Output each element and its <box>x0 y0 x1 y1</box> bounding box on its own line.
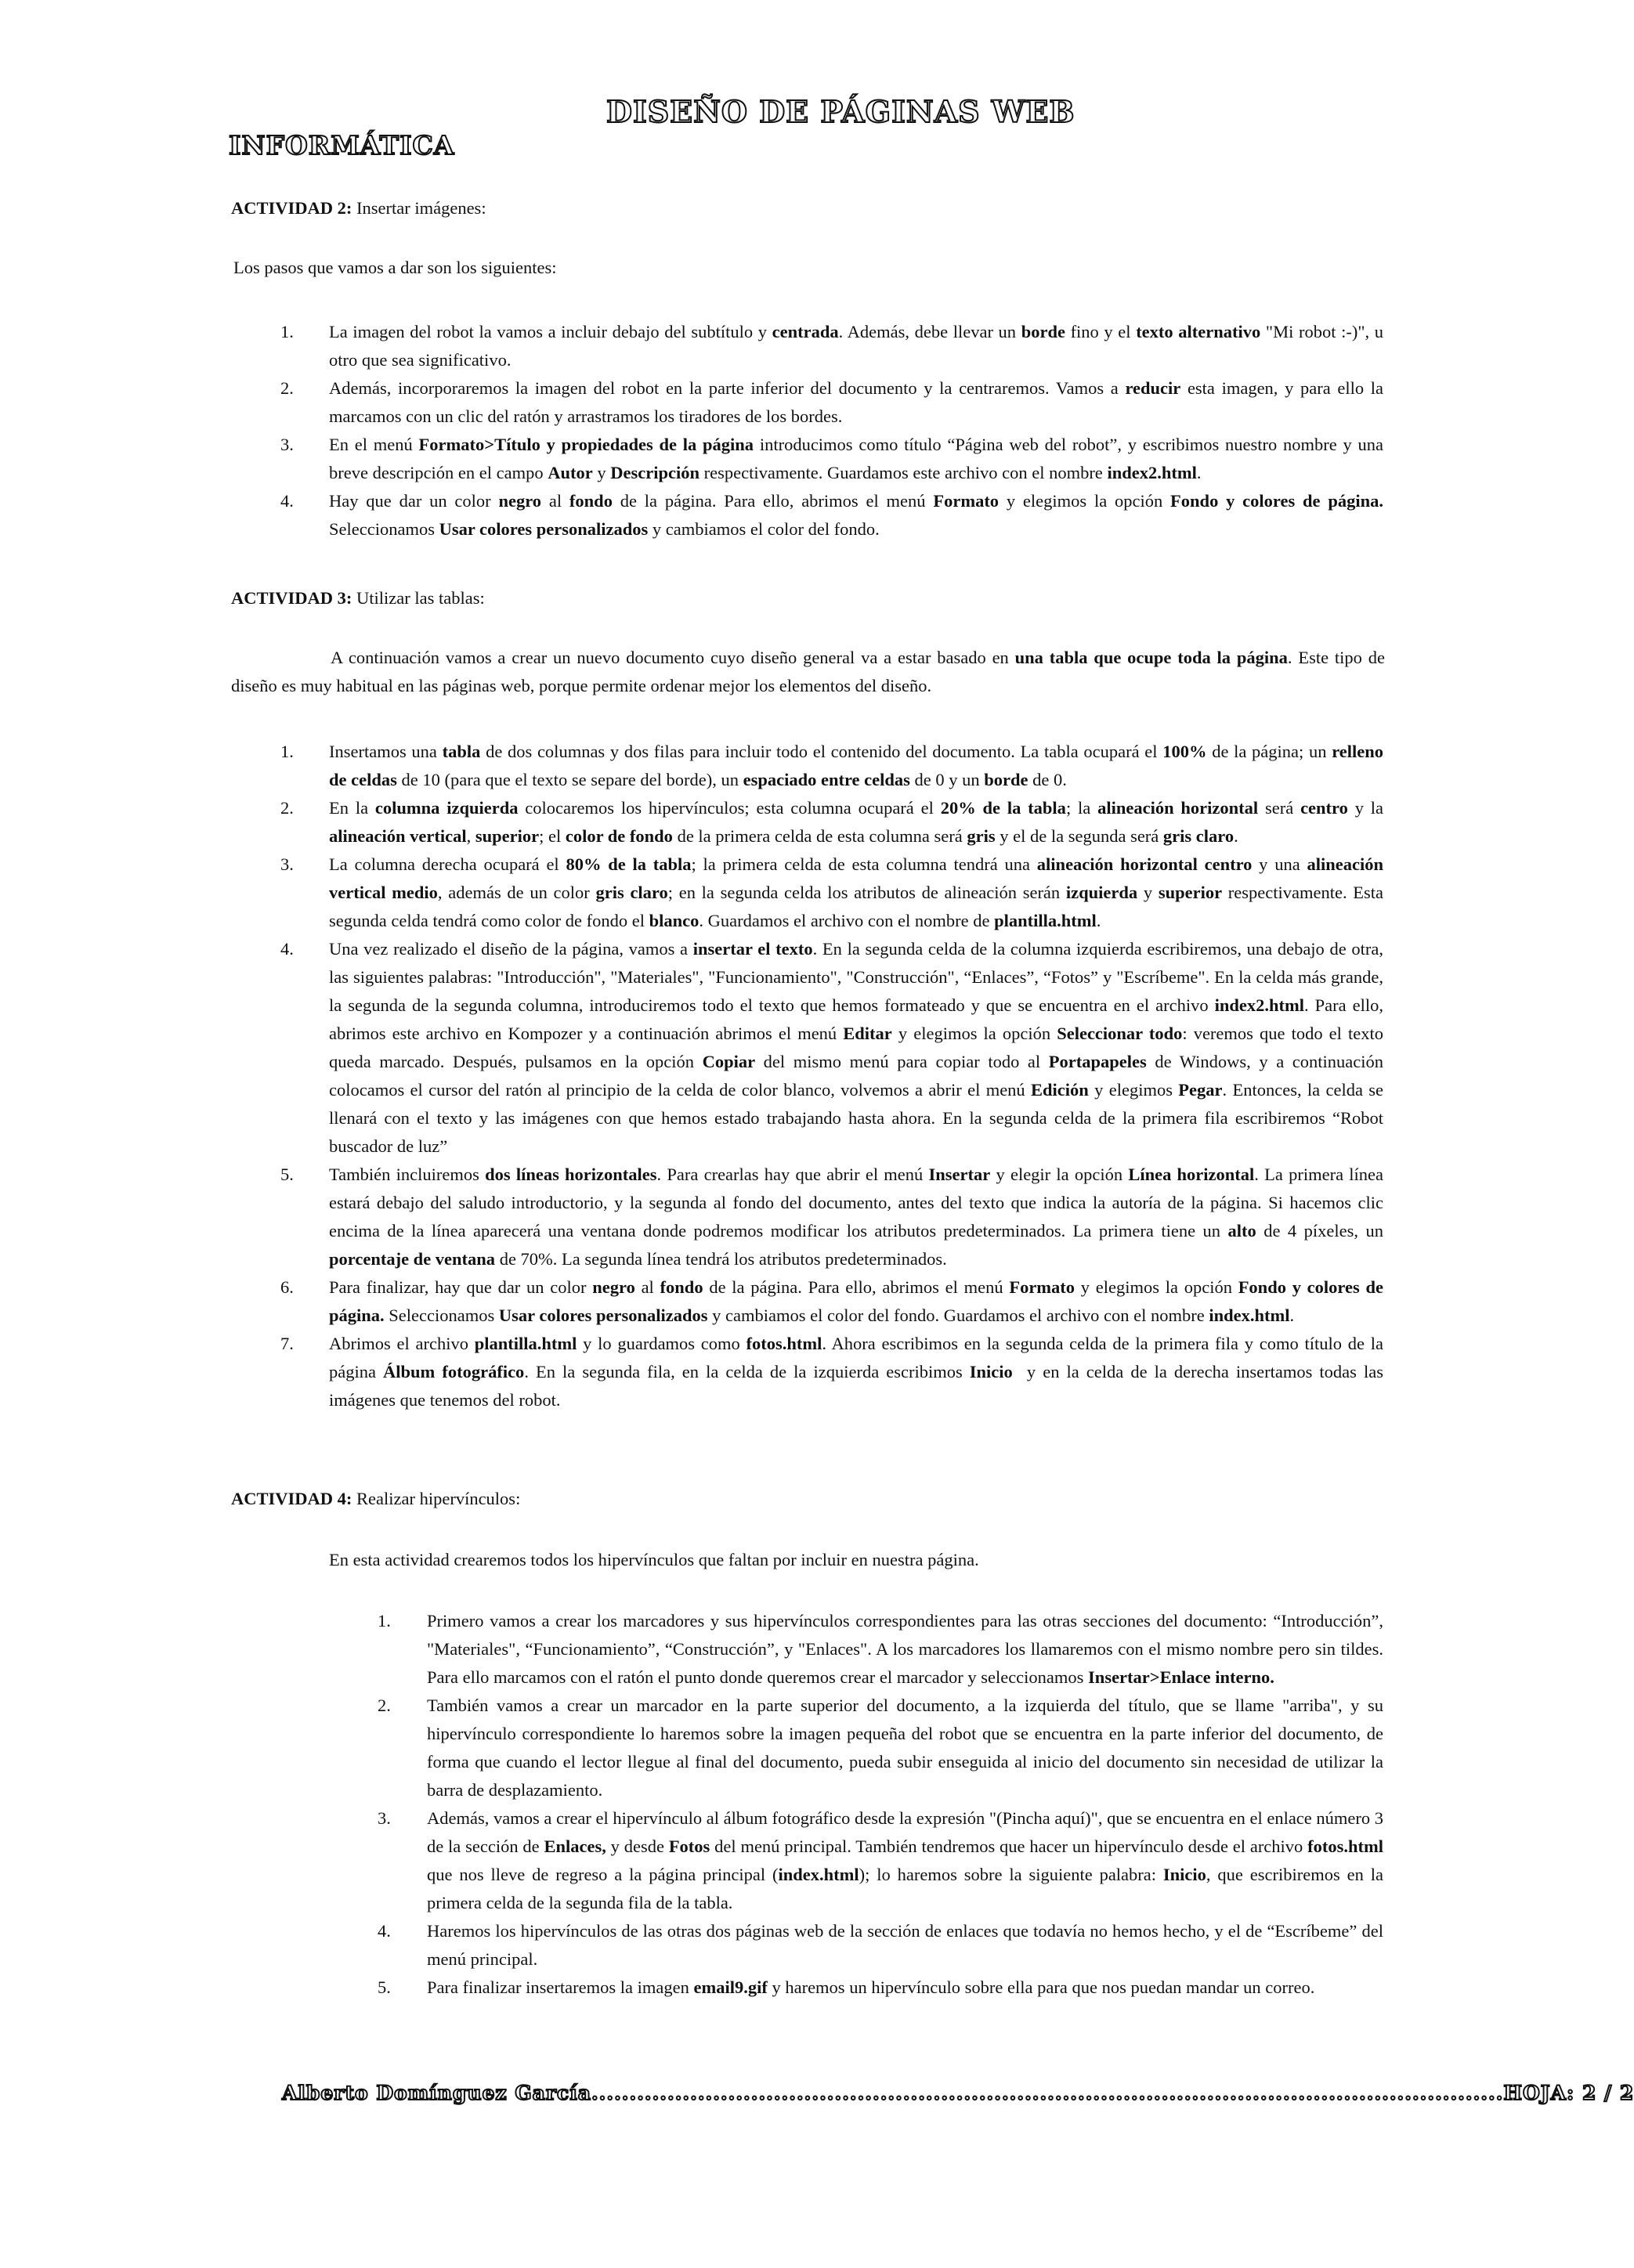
activity-3-intro: A continuación vamos a crear un nuevo documento cuyo diseño general va a estar basado en una tabla que ocupe toda la página. Este tipo de diseño es muy habitual en las páginas web, porque permite ordenar mejor los elementos del diseño. <box>231 648 1385 695</box>
activity-4-heading <box>231 1485 520 1513</box>
activity-4-list <box>378 1607 1384 2002</box>
list-number: 1. <box>378 1611 391 1631</box>
list-number: 3. <box>280 854 294 874</box>
activity-2-heading <box>231 194 486 222</box>
list-number: 4. <box>378 1921 391 1941</box>
footer-dots: ........................................................................................................................ <box>591 2082 1504 2104</box>
list-item-text: La columna derecha ocupará el 80% de la tabla; la primera celda de esta columna tendrá una alineación horizontal centro y una alineación vertical medio, además de un color gris claro; en la segunda celda los atributos de alineación serán izquierda y superior respectivamente. Esta segunda celda tendrá como color de fondo el blanco. Guardamos el archivo con el nombre de plantilla.html. <box>329 854 1384 930</box>
activity-3-list <box>280 738 1384 1414</box>
activity-2-intro: Los pasos que vamos a dar son los siguientes: <box>233 258 557 277</box>
list-item <box>378 1692 1383 1804</box>
list-item <box>280 1273 1383 1330</box>
footer-page: HOJA: 2 / 2 <box>1503 2082 1634 2104</box>
list-number: 1. <box>280 322 294 341</box>
list-item-text: Además, vamos a crear el hipervínculo al álbum fotográfico desde la expresión "(Pincha aquí)", que se encuentra en el enlace número 3 de la sección de Enlaces, y desde Fotos del menú principal. También tendremos que hacer un hipervínculo desde el archivo fotos.html que nos lleve de regreso a la página principal (index.html); lo haremos sobre la siguiente palabra: Inicio, que escribiremos en la primera celda de la segunda fila de la tabla. <box>427 1808 1384 1912</box>
list-number: 1. <box>280 742 294 761</box>
footer-author: Alberto Domínguez García <box>282 2082 591 2104</box>
list-item <box>280 1161 1383 1273</box>
list-number: 2. <box>280 798 294 818</box>
list-item-text: Hay que dar un color negro al fondo de la página. Para ello, abrimos el menú Formato y elegimos la opción Fondo y colores de página. Seleccionamos Usar colores personalizados y cambiamos el color del fondo. <box>329 491 1384 539</box>
list-number: 4. <box>280 939 294 959</box>
list-item <box>378 1974 1383 2002</box>
activity-3-label: ACTIVIDAD 3: <box>231 588 352 608</box>
list-item-text: También vamos a crear un marcador en la parte superior del documento, a la izquierda del título, que se llame "arriba", y su hipervínculo correspondiente lo haremos sobre la imagen pequeña del robot que se encuentra en la parte inferior del documento, de forma que cuando el lector llegue al final del documento, pueda subir enseguida al inicio del documento sin necesidad de utilizar la barra de desplazamiento. <box>427 1696 1383 1800</box>
list-number: 7. <box>280 1334 294 1353</box>
subject-header: INFORMÁTICA <box>229 130 455 161</box>
activity-4-text: Realizar hipervínculos: <box>356 1489 521 1508</box>
activity-2-label: ACTIVIDAD 2: <box>231 198 352 218</box>
activity-3-text: Utilizar las tablas: <box>356 588 485 608</box>
activity-3-heading <box>231 584 485 612</box>
list-item <box>280 850 1384 935</box>
list-item-text: Insertamos una tabla de dos columnas y dos filas para incluir todo el contenido del documento. La tabla ocupará el 100% de la página; un relleno de celdas de 10 (para que el texto se separe del borde), un espaciado entre celdas de 0 y un borde de 0. <box>329 742 1384 789</box>
list-item-text: Además, incorporaremos la imagen del robot en la parte inferior del documento y la centraremos. Vamos a reducir esta imagen, y para ello la marcamos con un clic del ratón y arrastramos los tiradores de los bordes. <box>329 378 1384 426</box>
list-item-text: En la columna izquierda colocaremos los hipervínculos; esta columna ocupará el 20% de la tabla; la alineación horizontal será centro y la alineación vertical, superior; el color de fondo de la primera celda de esta columna será gris y el de la segunda será gris claro. <box>329 798 1384 846</box>
list-item <box>378 1607 1383 1692</box>
list-item <box>378 1917 1383 1974</box>
list-item <box>378 1804 1384 1917</box>
list-item <box>280 318 1384 374</box>
list-number: 5. <box>378 1977 391 1997</box>
list-number: 4. <box>280 491 294 511</box>
list-item-text: La imagen del robot la vamos a incluir debajo del subtítulo y centrada. Además, debe llevar un borde fino y el texto alternativo "Mi robot :-)", u otro que sea significativo. <box>329 322 1384 370</box>
list-item <box>280 431 1383 487</box>
list-number: 3. <box>280 435 294 454</box>
list-item-text: Haremos los hipervínculos de las otras dos páginas web de la sección de enlaces que todavía no hemos hecho, y el de “Escríbeme” del menú principal. <box>427 1921 1383 1969</box>
list-item-text: Para finalizar insertaremos la imagen email9.gif y haremos un hipervínculo sobre ella para que nos puedan mandar un correo. <box>427 1977 1315 1997</box>
list-item <box>280 487 1384 544</box>
list-number: 5. <box>280 1165 294 1184</box>
activity-2-text: Insertar imágenes: <box>356 198 486 218</box>
list-item-text: Una vez realizado el diseño de la página, vamos a insertar el texto. En la segunda celda de la columna izquierda escribiremos, una debajo de otra, las siguientes palabras: "Introducción", "Materiales", "Funcionamiento", "Construcción", “Enlaces”, “Fotos” y "Escríbeme". En la celda más grande, la segunda de la segunda columna, introduciremos todo el texto que hemos formateado y que se encuentra en el archivo index2.html. Para ello, abrimos este archivo en Kompozer y a continuación abrimos el menú Editar y elegimos la opción Seleccionar todo: veremos que todo el texto queda marcado. Después, pulsamos en la opción Copiar del mismo menú para copiar todo al Portapapeles de Windows, y a continuación colocamos el cursor del ratón al principio de la celda de color blanco, volvemos a abrir el menú Edición y elegimos Pegar. Entonces, la celda se llenará con el texto y las imágenes con que hemos estado trabajando hasta ahora. En la segunda celda de la primera fila escribiremos “Robot buscador de luz” <box>329 939 1384 1156</box>
activity-4-intro: En esta actividad crearemos todos los hipervínculos que faltan por incluir en nuestra página. <box>329 1550 979 1569</box>
list-item <box>280 794 1384 850</box>
list-item <box>280 935 1384 1161</box>
list-item-text: En el menú Formato>Título y propiedades de la página introducimos como título “Página web del robot”, y escribimos nuestro nombre y una breve descripción en el campo Autor y Descripción respectivamente. Guardamos este archivo con el nombre index2.html. <box>329 435 1383 482</box>
list-item-text: Abrimos el archivo plantilla.html y lo guardamos como fotos.html. Ahora escribimos en la segunda celda de la primera fila y como título de la página Álbum fotográfico. En la segunda fila, en la celda de la izquierda escribimos Inicio y en la celda de la derecha insertamos todas las imágenes que tenemos del robot. <box>329 1334 1383 1410</box>
list-item <box>280 374 1384 431</box>
activity-4-label: ACTIVIDAD 4: <box>231 1489 352 1508</box>
activity-2-list <box>280 318 1384 544</box>
list-number: 6. <box>280 1277 294 1297</box>
list-number: 3. <box>378 1808 391 1828</box>
list-item <box>280 738 1384 794</box>
list-item-text: También incluiremos dos líneas horizontales. Para crearlas hay que abrir el menú Insertar y elegir la opción Línea horizontal. La primera línea estará debajo del saludo introductorio, y la segunda al fondo del documento, antes del texto que indica la autoría de la página. Si hacemos clic encima de la línea aparecerá una ventana donde podremos modificar los atributos predeterminados. La primera tiene un alto de 4 píxeles, un porcentaje de ventana de 70%. La segunda línea tendrá los atributos predeterminados. <box>329 1165 1383 1269</box>
list-number: 2. <box>280 378 294 398</box>
list-item-text: Primero vamos a crear los marcadores y sus hipervínculos correspondientes para las otras secciones del documento: “Introducción”, "Materiales", “Funcionamiento”, “Construcción”, y "Enlaces". A los marcadores los llamaremos con el mismo nombre pero sin tildes. Para ello marcamos con el ratón el punto donde queremos crear el marcador y seleccionamos Insertar>Enlace interno. <box>427 1611 1383 1687</box>
document-title: DISEÑO DE PÁGINAS WEB <box>606 94 1075 129</box>
list-item <box>280 1330 1383 1414</box>
list-item-text: Para finalizar, hay que dar un color negro al fondo de la página. Para ello, abrimos el menú Formato y elegimos la opción Fondo y colores de página. Seleccionamos Usar colores personalizados y cambiamos el color del fondo. Guardamos el archivo con el nombre index.html. <box>329 1277 1383 1325</box>
footer <box>282 2082 1634 2104</box>
list-number: 2. <box>378 1696 391 1715</box>
